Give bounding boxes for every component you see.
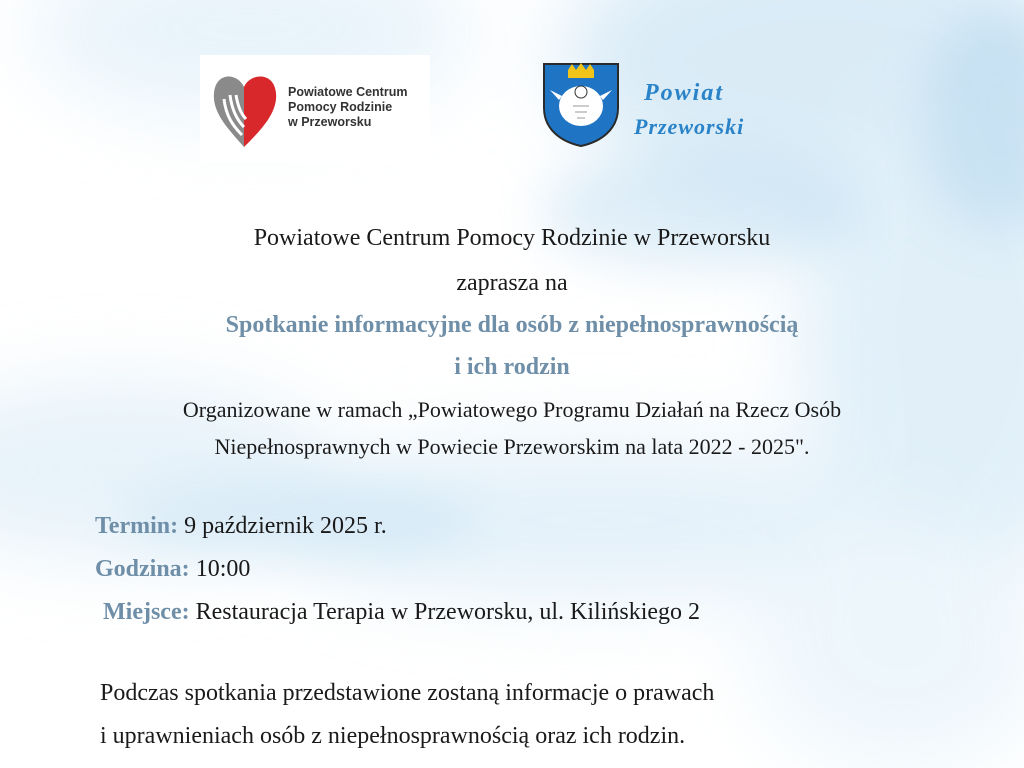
powiat-logo-line-1: Powiat: [644, 80, 725, 106]
body-line-2: i uprawnieniach osób z niepełnosprawnością oraz ich rodzin.: [100, 723, 686, 749]
program-line-2: Niepełnosprawnych w Powiecie Przeworskim na lata 2022 - 2025".: [214, 434, 810, 459]
place-label: Miejsce:: [103, 599, 190, 625]
program-line-1: Organizowane w ramach „Powiatowego Programu Działań na Rzecz Osób: [182, 397, 842, 422]
heart-hand-icon: [208, 65, 280, 153]
organizer-line: Powiatowe Centrum Pomocy Rodzinie w Przeworsku: [253, 225, 771, 251]
powiat-przeworski-logo: [634, 80, 814, 150]
pcpr-logo-line-2: Pomocy Rodzinie: [288, 100, 393, 114]
pcpr-logo-text: [288, 85, 428, 130]
hour-value: 10:00: [189, 556, 251, 582]
coat-of-arms-icon: [540, 60, 622, 148]
term-label: Termin:: [95, 513, 179, 539]
detail-term: [95, 513, 387, 540]
event-title-line-1: Spotkanie informacyjne dla osób z niepełnosprawnością: [225, 312, 799, 338]
pcpr-logo-line-3: w Przeworsku: [288, 115, 372, 129]
powiat-logo-line-2: Przeworski: [634, 114, 745, 139]
invite-line: zaprasza na: [456, 270, 568, 296]
place-value: Restauracja Terapia w Przeworsku, ul. Kilińskiego 2: [189, 599, 701, 625]
pcpr-logo-line-1: Powiatowe Centrum: [288, 85, 408, 99]
detail-hour: [95, 556, 250, 583]
term-value: 9 październik 2025 r.: [178, 513, 387, 539]
body-line-1: Podczas spotkania przedstawione zostaną informacje o prawach: [100, 680, 715, 706]
event-title-line-2: i ich rodzin: [454, 354, 570, 380]
pcpr-logo: [200, 55, 430, 163]
hour-label: Godzina:: [95, 556, 190, 582]
detail-place: [103, 599, 700, 626]
